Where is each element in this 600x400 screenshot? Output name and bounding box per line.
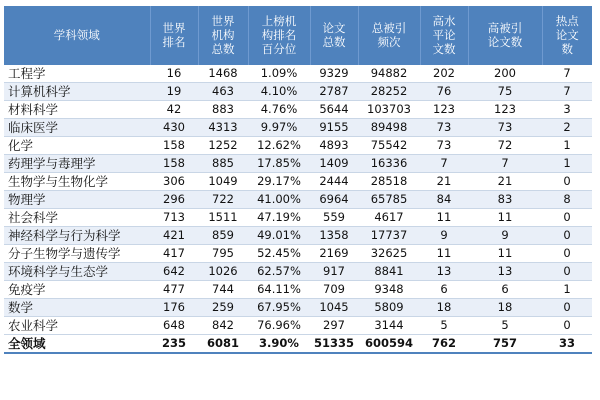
subject-ranking-table: [4, 6, 592, 354]
cell-world-rank: 477: [150, 281, 198, 299]
total-high-level-papers: 762: [420, 335, 468, 354]
cell-high-level-papers: 21: [420, 173, 468, 191]
cell-subject: 生物学与生物化学: [4, 173, 150, 191]
table-total-row: [4, 335, 592, 354]
cell-rank-percentile: 67.95%: [248, 299, 310, 317]
cell-hot-papers: 8: [542, 191, 592, 209]
cell-total-institutions: 885: [198, 155, 248, 173]
cell-total-citations: 16336: [358, 155, 420, 173]
cell-high-level-papers: 84: [420, 191, 468, 209]
cell-world-rank: 642: [150, 263, 198, 281]
cell-total-papers: 297: [310, 317, 358, 335]
cell-highly-cited-papers: 6: [468, 281, 542, 299]
cell-world-rank: 42: [150, 101, 198, 119]
cell-total-citations: 17737: [358, 227, 420, 245]
header-high-level-papers: 高水 平论 文数: [420, 6, 468, 65]
cell-subject: 材料科学: [4, 101, 150, 119]
cell-hot-papers: 7: [542, 83, 592, 101]
cell-total-papers: 4893: [310, 137, 358, 155]
table-row: [4, 263, 592, 281]
table-row: [4, 209, 592, 227]
cell-hot-papers: 0: [542, 317, 592, 335]
cell-subject: 物理学: [4, 191, 150, 209]
cell-rank-percentile: 17.85%: [248, 155, 310, 173]
cell-rank-percentile: 49.01%: [248, 227, 310, 245]
cell-world-rank: 306: [150, 173, 198, 191]
cell-subject: 临床医学: [4, 119, 150, 137]
cell-highly-cited-papers: 7: [468, 155, 542, 173]
total-total-institutions: 6081: [198, 335, 248, 354]
cell-hot-papers: 0: [542, 173, 592, 191]
cell-highly-cited-papers: 11: [468, 245, 542, 263]
header-world-rank: 世界 排名: [150, 6, 198, 65]
cell-total-citations: 32625: [358, 245, 420, 263]
cell-total-institutions: 842: [198, 317, 248, 335]
cell-high-level-papers: 73: [420, 137, 468, 155]
cell-rank-percentile: 4.10%: [248, 83, 310, 101]
table-body: [4, 65, 592, 354]
cell-high-level-papers: 7: [420, 155, 468, 173]
header-highly-cited-papers: 高被引 论文数: [468, 6, 542, 65]
cell-hot-papers: 0: [542, 245, 592, 263]
cell-total-institutions: 795: [198, 245, 248, 263]
cell-highly-cited-papers: 75: [468, 83, 542, 101]
cell-highly-cited-papers: 5: [468, 317, 542, 335]
header-hot-papers: 热点 论文 数: [542, 6, 592, 65]
cell-high-level-papers: 202: [420, 65, 468, 83]
total-hot-papers: 33: [542, 335, 592, 354]
total-total-citations: 600594: [358, 335, 420, 354]
table-row: [4, 83, 592, 101]
cell-world-rank: 421: [150, 227, 198, 245]
cell-world-rank: 158: [150, 155, 198, 173]
cell-total-citations: 9348: [358, 281, 420, 299]
cell-world-rank: 417: [150, 245, 198, 263]
cell-total-papers: 9329: [310, 65, 358, 83]
cell-total-institutions: 1511: [198, 209, 248, 227]
cell-total-papers: 9155: [310, 119, 358, 137]
cell-world-rank: 648: [150, 317, 198, 335]
table-row: [4, 173, 592, 191]
cell-highly-cited-papers: 200: [468, 65, 542, 83]
cell-hot-papers: 0: [542, 263, 592, 281]
header-rank-percentile: 上榜机 构排名 百分位: [248, 6, 310, 65]
cell-rank-percentile: 1.09%: [248, 65, 310, 83]
cell-total-institutions: 1468: [198, 65, 248, 83]
cell-subject: 环境科学与生态学: [4, 263, 150, 281]
cell-total-citations: 4617: [358, 209, 420, 227]
table-row: [4, 245, 592, 263]
cell-total-institutions: 463: [198, 83, 248, 101]
cell-rank-percentile: 9.97%: [248, 119, 310, 137]
cell-total-papers: 917: [310, 263, 358, 281]
cell-subject: 免疫学: [4, 281, 150, 299]
cell-hot-papers: 0: [542, 299, 592, 317]
cell-total-papers: 1409: [310, 155, 358, 173]
cell-high-level-papers: 5: [420, 317, 468, 335]
cell-hot-papers: 0: [542, 209, 592, 227]
cell-total-institutions: 259: [198, 299, 248, 317]
table-row: [4, 299, 592, 317]
cell-total-institutions: 722: [198, 191, 248, 209]
cell-subject: 分子生物学与遗传学: [4, 245, 150, 263]
total-world-rank: 235: [150, 335, 198, 354]
cell-total-papers: 2787: [310, 83, 358, 101]
cell-world-rank: 430: [150, 119, 198, 137]
cell-total-papers: 2444: [310, 173, 358, 191]
cell-rank-percentile: 41.00%: [248, 191, 310, 209]
cell-high-level-papers: 13: [420, 263, 468, 281]
cell-total-citations: 3144: [358, 317, 420, 335]
cell-highly-cited-papers: 123: [468, 101, 542, 119]
cell-total-citations: 103703: [358, 101, 420, 119]
cell-rank-percentile: 52.45%: [248, 245, 310, 263]
table-row: [4, 101, 592, 119]
table-row: [4, 317, 592, 335]
cell-highly-cited-papers: 73: [468, 119, 542, 137]
cell-high-level-papers: 76: [420, 83, 468, 101]
cell-subject: 数学: [4, 299, 150, 317]
cell-highly-cited-papers: 72: [468, 137, 542, 155]
cell-highly-cited-papers: 13: [468, 263, 542, 281]
cell-world-rank: 176: [150, 299, 198, 317]
table-row: [4, 227, 592, 245]
cell-total-papers: 2169: [310, 245, 358, 263]
cell-total-citations: 75542: [358, 137, 420, 155]
ranking-table-container: [4, 6, 592, 354]
table-row: [4, 137, 592, 155]
cell-rank-percentile: 4.76%: [248, 101, 310, 119]
cell-total-papers: 1045: [310, 299, 358, 317]
cell-high-level-papers: 11: [420, 245, 468, 263]
table-row: [4, 119, 592, 137]
cell-highly-cited-papers: 18: [468, 299, 542, 317]
cell-total-institutions: 1026: [198, 263, 248, 281]
cell-total-citations: 28518: [358, 173, 420, 191]
cell-subject: 神经科学与行为科学: [4, 227, 150, 245]
cell-total-citations: 28252: [358, 83, 420, 101]
cell-total-citations: 89498: [358, 119, 420, 137]
cell-total-institutions: 859: [198, 227, 248, 245]
cell-subject: 药理学与毒理学: [4, 155, 150, 173]
cell-total-institutions: 744: [198, 281, 248, 299]
header-total-papers: 论文 总数: [310, 6, 358, 65]
cell-world-rank: 296: [150, 191, 198, 209]
cell-hot-papers: 0: [542, 227, 592, 245]
cell-total-papers: 1358: [310, 227, 358, 245]
cell-high-level-papers: 73: [420, 119, 468, 137]
total-highly-cited-papers: 757: [468, 335, 542, 354]
cell-high-level-papers: 18: [420, 299, 468, 317]
cell-total-citations: 94882: [358, 65, 420, 83]
cell-world-rank: 713: [150, 209, 198, 227]
cell-subject: 化学: [4, 137, 150, 155]
total-rank-percentile: 3.90%: [248, 335, 310, 354]
total-total-papers: 51335: [310, 335, 358, 354]
cell-total-institutions: 883: [198, 101, 248, 119]
cell-subject: 农业科学: [4, 317, 150, 335]
table-row: [4, 65, 592, 83]
cell-rank-percentile: 62.57%: [248, 263, 310, 281]
cell-high-level-papers: 11: [420, 209, 468, 227]
cell-total-institutions: 1252: [198, 137, 248, 155]
cell-total-citations: 65785: [358, 191, 420, 209]
cell-rank-percentile: 76.96%: [248, 317, 310, 335]
cell-total-institutions: 1049: [198, 173, 248, 191]
cell-rank-percentile: 29.17%: [248, 173, 310, 191]
cell-hot-papers: 7: [542, 65, 592, 83]
table-header-row: [4, 6, 592, 65]
cell-total-citations: 8841: [358, 263, 420, 281]
cell-highly-cited-papers: 9: [468, 227, 542, 245]
cell-subject: 工程学: [4, 65, 150, 83]
cell-total-papers: 709: [310, 281, 358, 299]
cell-world-rank: 19: [150, 83, 198, 101]
cell-rank-percentile: 47.19%: [248, 209, 310, 227]
total-subject: 全领域: [4, 335, 150, 354]
cell-hot-papers: 1: [542, 137, 592, 155]
header-total-citations: 总被引 频次: [358, 6, 420, 65]
cell-total-papers: 559: [310, 209, 358, 227]
header-total-institutions: 世界 机构 总数: [198, 6, 248, 65]
cell-world-rank: 16: [150, 65, 198, 83]
cell-total-papers: 5644: [310, 101, 358, 119]
cell-total-institutions: 4313: [198, 119, 248, 137]
cell-high-level-papers: 9: [420, 227, 468, 245]
cell-highly-cited-papers: 11: [468, 209, 542, 227]
cell-rank-percentile: 64.11%: [248, 281, 310, 299]
cell-rank-percentile: 12.62%: [248, 137, 310, 155]
cell-highly-cited-papers: 83: [468, 191, 542, 209]
cell-hot-papers: 2: [542, 119, 592, 137]
table-row: [4, 155, 592, 173]
cell-high-level-papers: 123: [420, 101, 468, 119]
cell-high-level-papers: 6: [420, 281, 468, 299]
cell-subject: 计算机科学: [4, 83, 150, 101]
cell-highly-cited-papers: 21: [468, 173, 542, 191]
cell-total-papers: 6964: [310, 191, 358, 209]
header-subject: 学科领域: [4, 6, 150, 65]
table-row: [4, 191, 592, 209]
table-row: [4, 281, 592, 299]
cell-hot-papers: 3: [542, 101, 592, 119]
cell-world-rank: 158: [150, 137, 198, 155]
cell-hot-papers: 1: [542, 155, 592, 173]
cell-hot-papers: 1: [542, 281, 592, 299]
cell-subject: 社会科学: [4, 209, 150, 227]
cell-total-citations: 5809: [358, 299, 420, 317]
